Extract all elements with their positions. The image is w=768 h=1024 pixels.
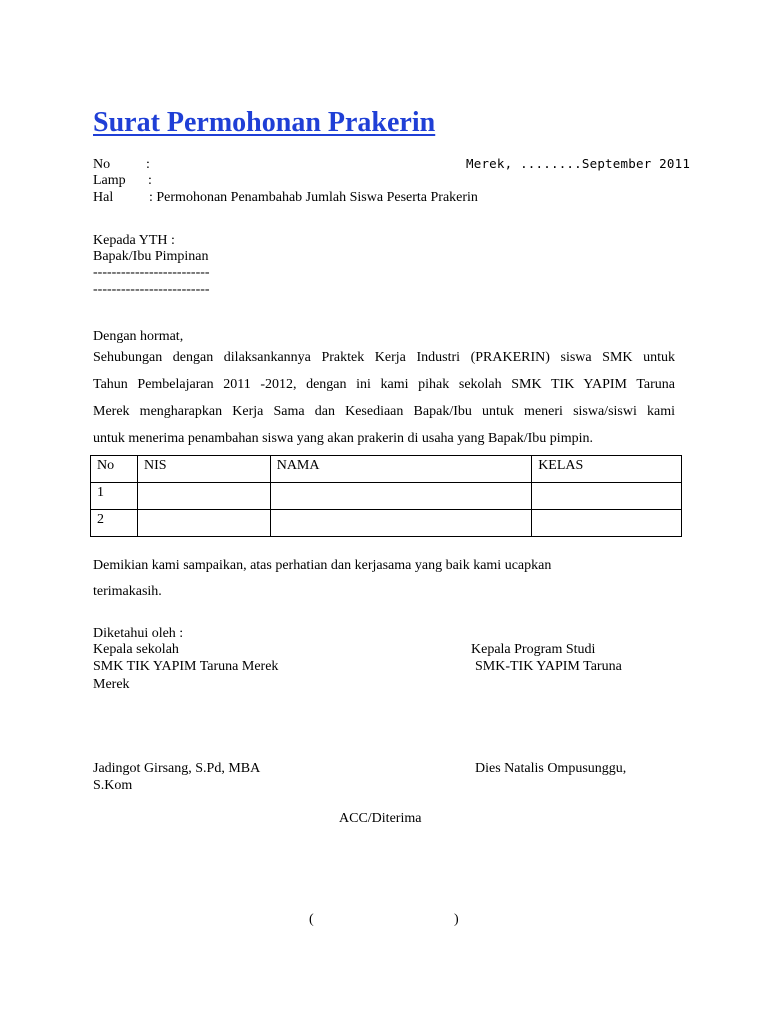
no-colon: : bbox=[146, 157, 150, 172]
letter-title: Surat Permohonan Prakerin bbox=[93, 107, 436, 138]
table-cell-nama bbox=[270, 483, 531, 510]
closing-line-1: Demikian kami sampaikan, atas perhatian dan kerjasama yang baik kami ucapkan bbox=[93, 558, 552, 573]
student-table bbox=[90, 455, 682, 537]
table-cell-kelas bbox=[532, 510, 682, 537]
acceptance-open-paren: ( bbox=[309, 912, 314, 927]
left-signer-role: Kepala sekolah bbox=[93, 642, 179, 657]
table-header-kelas: KELAS bbox=[532, 456, 682, 483]
lamp-label: Lamp bbox=[93, 173, 126, 188]
paragraph-line: Merek mengharapkan Kerja Sama dan Kesediaan Bapak/Ibu untuk meneri siswa/siswi kami bbox=[93, 404, 675, 419]
table-row bbox=[91, 483, 682, 510]
table-cell-no: 2 bbox=[91, 510, 138, 537]
no-label: No bbox=[93, 157, 111, 172]
recipient-address-line-2: ------------------------- bbox=[93, 282, 210, 297]
acceptance-close-paren: ) bbox=[454, 912, 459, 927]
left-signer-org: SMK TIK YAPIM Taruna Merek bbox=[93, 659, 279, 674]
table-cell-nis bbox=[137, 510, 270, 537]
right-signer-name: Dies Natalis Ompusunggu, bbox=[475, 761, 627, 776]
table-header-nama: NAMA bbox=[270, 456, 531, 483]
paragraph-line: Sehubungan dengan dilaksankannya Praktek Kerja Industri (PRAKERIN) siswa SMK untuk bbox=[93, 350, 675, 365]
table-cell-no: 1 bbox=[91, 483, 138, 510]
table-header-no: No bbox=[91, 456, 138, 483]
right-signer-name-cont: S.Kom bbox=[93, 778, 133, 793]
table-cell-kelas bbox=[532, 483, 682, 510]
hal-value: : Permohonan Penambahab Jumlah Siswa Peserta Prakerin bbox=[149, 190, 478, 205]
table-cell-nama bbox=[270, 510, 531, 537]
lamp-colon: : bbox=[148, 173, 152, 188]
table-header-row bbox=[91, 456, 682, 483]
letter-date: Merek, ........September 2011 bbox=[466, 156, 691, 171]
paragraph-line: untuk menerima penambahan siswa yang akan prakerin di usaha yang Bapak/Ibu pimpin. bbox=[93, 431, 593, 446]
left-signer-org-cont: Merek bbox=[93, 677, 130, 692]
table-cell-nis bbox=[137, 483, 270, 510]
known-by-label: Diketahui oleh : bbox=[93, 626, 184, 641]
greeting: Dengan hormat, bbox=[93, 329, 184, 344]
recipient-address-line-1: ------------------------- bbox=[93, 265, 210, 280]
paragraph-line: Tahun Pembelajaran 2011 -2012, dengan ini kami pihak sekolah SMK TIK YAPIM Taruna bbox=[93, 377, 675, 392]
left-signer-name: Jadingot Girsang, S.Pd, MBA bbox=[93, 761, 261, 776]
right-signer-org: SMK-TIK YAPIM Taruna bbox=[475, 659, 622, 674]
recipient-kepada: Kepada YTH : bbox=[93, 233, 175, 248]
table-row bbox=[91, 510, 682, 537]
acceptance-label: ACC/Diterima bbox=[339, 811, 422, 826]
recipient-name: Bapak/Ibu Pimpinan bbox=[93, 249, 209, 264]
right-signer-role: Kepala Program Studi bbox=[471, 642, 596, 657]
body-paragraph bbox=[93, 344, 675, 452]
hal-label: Hal bbox=[93, 190, 114, 205]
closing-line-2: terimakasih. bbox=[93, 584, 162, 599]
table-header-nis: NIS bbox=[137, 456, 270, 483]
